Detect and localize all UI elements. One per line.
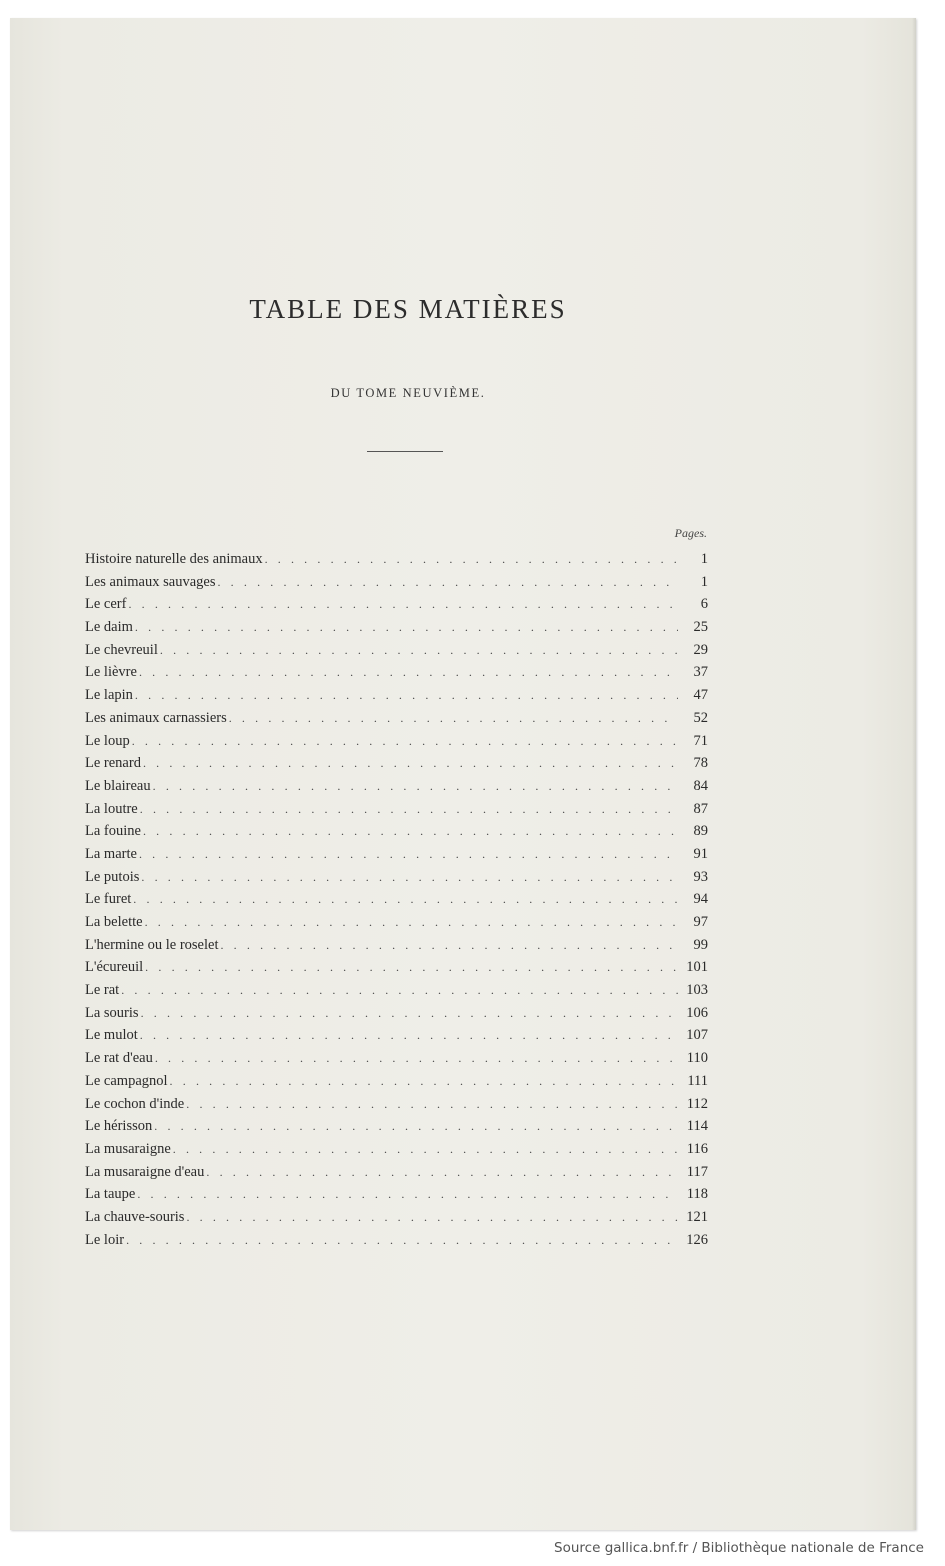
toc-entry-page-number: 97: [693, 914, 708, 930]
toc-entry-title: Histoire naturelle des animaux: [85, 551, 263, 567]
toc-dot-leader: [145, 911, 678, 934]
toc-entry-page-number: 6: [700, 596, 708, 613]
toc-entry: [85, 548, 708, 571]
title-divider: [367, 451, 443, 452]
toc-entry-page-number: 114: [686, 1118, 708, 1135]
toc-entry-title: Le lièvre: [85, 664, 137, 681]
toc-entry-page-number: 118: [686, 1186, 708, 1203]
toc-entry: [85, 639, 708, 662]
toc-entry: [85, 820, 708, 843]
toc-dot-leader: [135, 684, 678, 707]
toc-entry-title: Le furet: [85, 891, 132, 908]
toc-entry: [85, 616, 708, 639]
toc-dot-leader: [160, 639, 678, 662]
toc-dot-leader: [139, 843, 678, 866]
toc-entry-title: La souris: [85, 1004, 139, 1021]
toc-entry-page-number: 29: [693, 641, 708, 658]
toc-entry: [85, 979, 708, 1002]
toc-entry: [85, 1070, 708, 1093]
toc-entry-title: Le cochon d'inde: [85, 1095, 185, 1112]
toc-entry-page-number: 37: [693, 664, 708, 681]
toc-entry: [85, 1024, 708, 1047]
toc-dot-leader: [153, 775, 678, 798]
toc-entry: [85, 661, 708, 684]
toc-entry: [85, 1002, 708, 1025]
toc-dot-leader: [139, 661, 678, 684]
toc-entry-title: Le lapin: [85, 687, 133, 704]
scanned-page: [10, 18, 916, 1530]
toc-entry-page-number: 107: [686, 1027, 708, 1044]
toc-entry-title: L'hermine ou le roselet: [85, 936, 219, 953]
toc-entry: [85, 752, 708, 775]
toc-entry-page-number: 1: [700, 551, 708, 567]
toc-entry-title: La musaraigne d'eau: [85, 1163, 205, 1180]
toc-entry-title: Le cerf: [85, 596, 127, 613]
toc-dot-leader: [132, 730, 678, 753]
toc-entry-page-number: 25: [693, 619, 708, 636]
toc-entry-title: Le hérisson: [85, 1118, 153, 1135]
toc-entry-page-number: 106: [686, 1004, 708, 1021]
toc-entry-title: La fouine: [85, 823, 141, 840]
toc-entry-title: Le putois: [85, 868, 140, 885]
page-subtitle: DU TOME NEUVIÈME.: [330, 386, 486, 400]
toc-dot-leader: [154, 1115, 678, 1138]
toc-entry: [85, 1138, 708, 1161]
toc-entry-title: Le campagnol: [85, 1072, 168, 1089]
toc-dot-leader: [217, 571, 678, 594]
toc-entry: [85, 593, 708, 616]
toc-entry: [85, 866, 708, 889]
toc-entry-page-number: 84: [693, 777, 708, 794]
toc-entry: [85, 911, 708, 934]
toc-entry-title: Les animaux sauvages: [85, 573, 216, 590]
toc-entry-title: La taupe: [85, 1186, 136, 1203]
toc-dot-leader: [155, 1047, 678, 1070]
toc-entry-title: Le loir: [85, 1231, 125, 1248]
toc-entry: [85, 684, 708, 707]
toc-entry: [85, 1093, 708, 1116]
toc-entry-title: Les animaux carnassiers: [85, 709, 227, 726]
toc-entry-page-number: 111: [687, 1072, 708, 1089]
toc-entry-title: Le blaireau: [85, 777, 151, 794]
toc-dot-leader: [186, 1206, 678, 1229]
toc-entry-page-number: 89: [693, 823, 708, 840]
source-credit: Source gallica.bnf.fr / Bibliothèque nationale de France: [554, 1540, 924, 1556]
toc-entry-page-number: 126: [686, 1231, 708, 1248]
toc-entry-title: Le renard: [85, 755, 141, 772]
page-title: TABLE DES MATIÈRES: [249, 294, 567, 324]
toc-entry: [85, 1161, 708, 1184]
toc-entry-page-number: 112: [686, 1095, 708, 1112]
toc-dot-leader: [170, 1070, 678, 1093]
toc-entry-page-number: 1: [700, 573, 708, 590]
toc-entry-title: La loutre: [85, 800, 138, 817]
toc-entry: [85, 934, 708, 957]
toc-entry-title: La marte: [85, 845, 137, 862]
toc-entry-page-number: 121: [686, 1208, 708, 1225]
toc-entry-page-number: 52: [693, 709, 708, 726]
toc-entry-title: La musaraigne: [85, 1140, 171, 1157]
toc-entry: [85, 1183, 708, 1206]
toc-entry-title: Le mulot: [85, 1027, 138, 1044]
toc-dot-leader: [140, 1024, 678, 1047]
toc-entry-page-number: 116: [686, 1140, 708, 1157]
toc-entry: [85, 1115, 708, 1138]
toc-dot-leader: [143, 820, 678, 843]
toc-entry-page-number: 99: [693, 936, 708, 953]
toc-dot-leader: [141, 866, 678, 889]
toc-entry-title: L'écureuil: [85, 959, 144, 976]
toc-entry: [85, 707, 708, 730]
toc-dot-leader: [135, 616, 678, 639]
toc-dot-leader: [121, 979, 678, 1002]
toc-entry: [85, 798, 708, 821]
toc-dot-leader: [229, 707, 678, 730]
toc-dot-leader: [141, 1002, 678, 1025]
page-edge-shadow: [912, 18, 916, 1530]
toc-dot-leader: [265, 548, 678, 571]
toc-entry: [85, 571, 708, 594]
toc-entry-page-number: 117: [686, 1163, 708, 1180]
toc-entry-page-number: 91: [693, 845, 708, 862]
toc-entry-title: Le loup: [85, 732, 130, 749]
toc-entry-title: Le chevreuil: [85, 641, 158, 658]
toc-entry-title: Le daim: [85, 619, 133, 636]
toc-entry: [85, 1229, 708, 1252]
toc-dot-leader: [126, 1229, 678, 1252]
toc-entry: [85, 1206, 708, 1229]
toc-dot-leader: [128, 593, 678, 616]
toc-entry-title: Le rat: [85, 982, 120, 999]
toc-entry: [85, 1047, 708, 1070]
toc-dot-leader: [206, 1161, 678, 1184]
toc-dot-leader: [220, 934, 678, 957]
toc-dot-leader: [186, 1093, 678, 1116]
toc-dot-leader: [133, 888, 678, 911]
toc-entry-page-number: 103: [686, 982, 708, 999]
toc-entry-page-number: 94: [693, 891, 708, 908]
toc-dot-leader: [143, 752, 678, 775]
toc-entry-page-number: 87: [693, 800, 708, 817]
toc-entry-page-number: 71: [693, 732, 708, 749]
pages-column-label: Pages.: [674, 526, 707, 540]
toc-entry-title: La belette: [85, 914, 143, 930]
toc-entry-title: La chauve-souris: [85, 1208, 185, 1225]
toc-entry: [85, 775, 708, 798]
toc-entry: [85, 730, 708, 753]
toc-entry-title: Le rat d'eau: [85, 1050, 153, 1067]
toc-entry-page-number: 47: [693, 687, 708, 704]
toc-entry-page-number: 110: [686, 1050, 708, 1067]
toc-entry-page-number: 101: [686, 959, 708, 976]
toc-entry: [85, 888, 708, 911]
toc-entry-page-number: 93: [693, 868, 708, 885]
toc-entry: [85, 956, 708, 979]
toc-dot-leader: [173, 1138, 678, 1161]
toc-entry-page-number: 78: [693, 755, 708, 772]
toc-entry: [85, 843, 708, 866]
toc-dot-leader: [137, 1183, 678, 1206]
toc-dot-leader: [140, 798, 678, 821]
table-of-contents: [85, 548, 708, 1251]
toc-dot-leader: [145, 956, 678, 979]
